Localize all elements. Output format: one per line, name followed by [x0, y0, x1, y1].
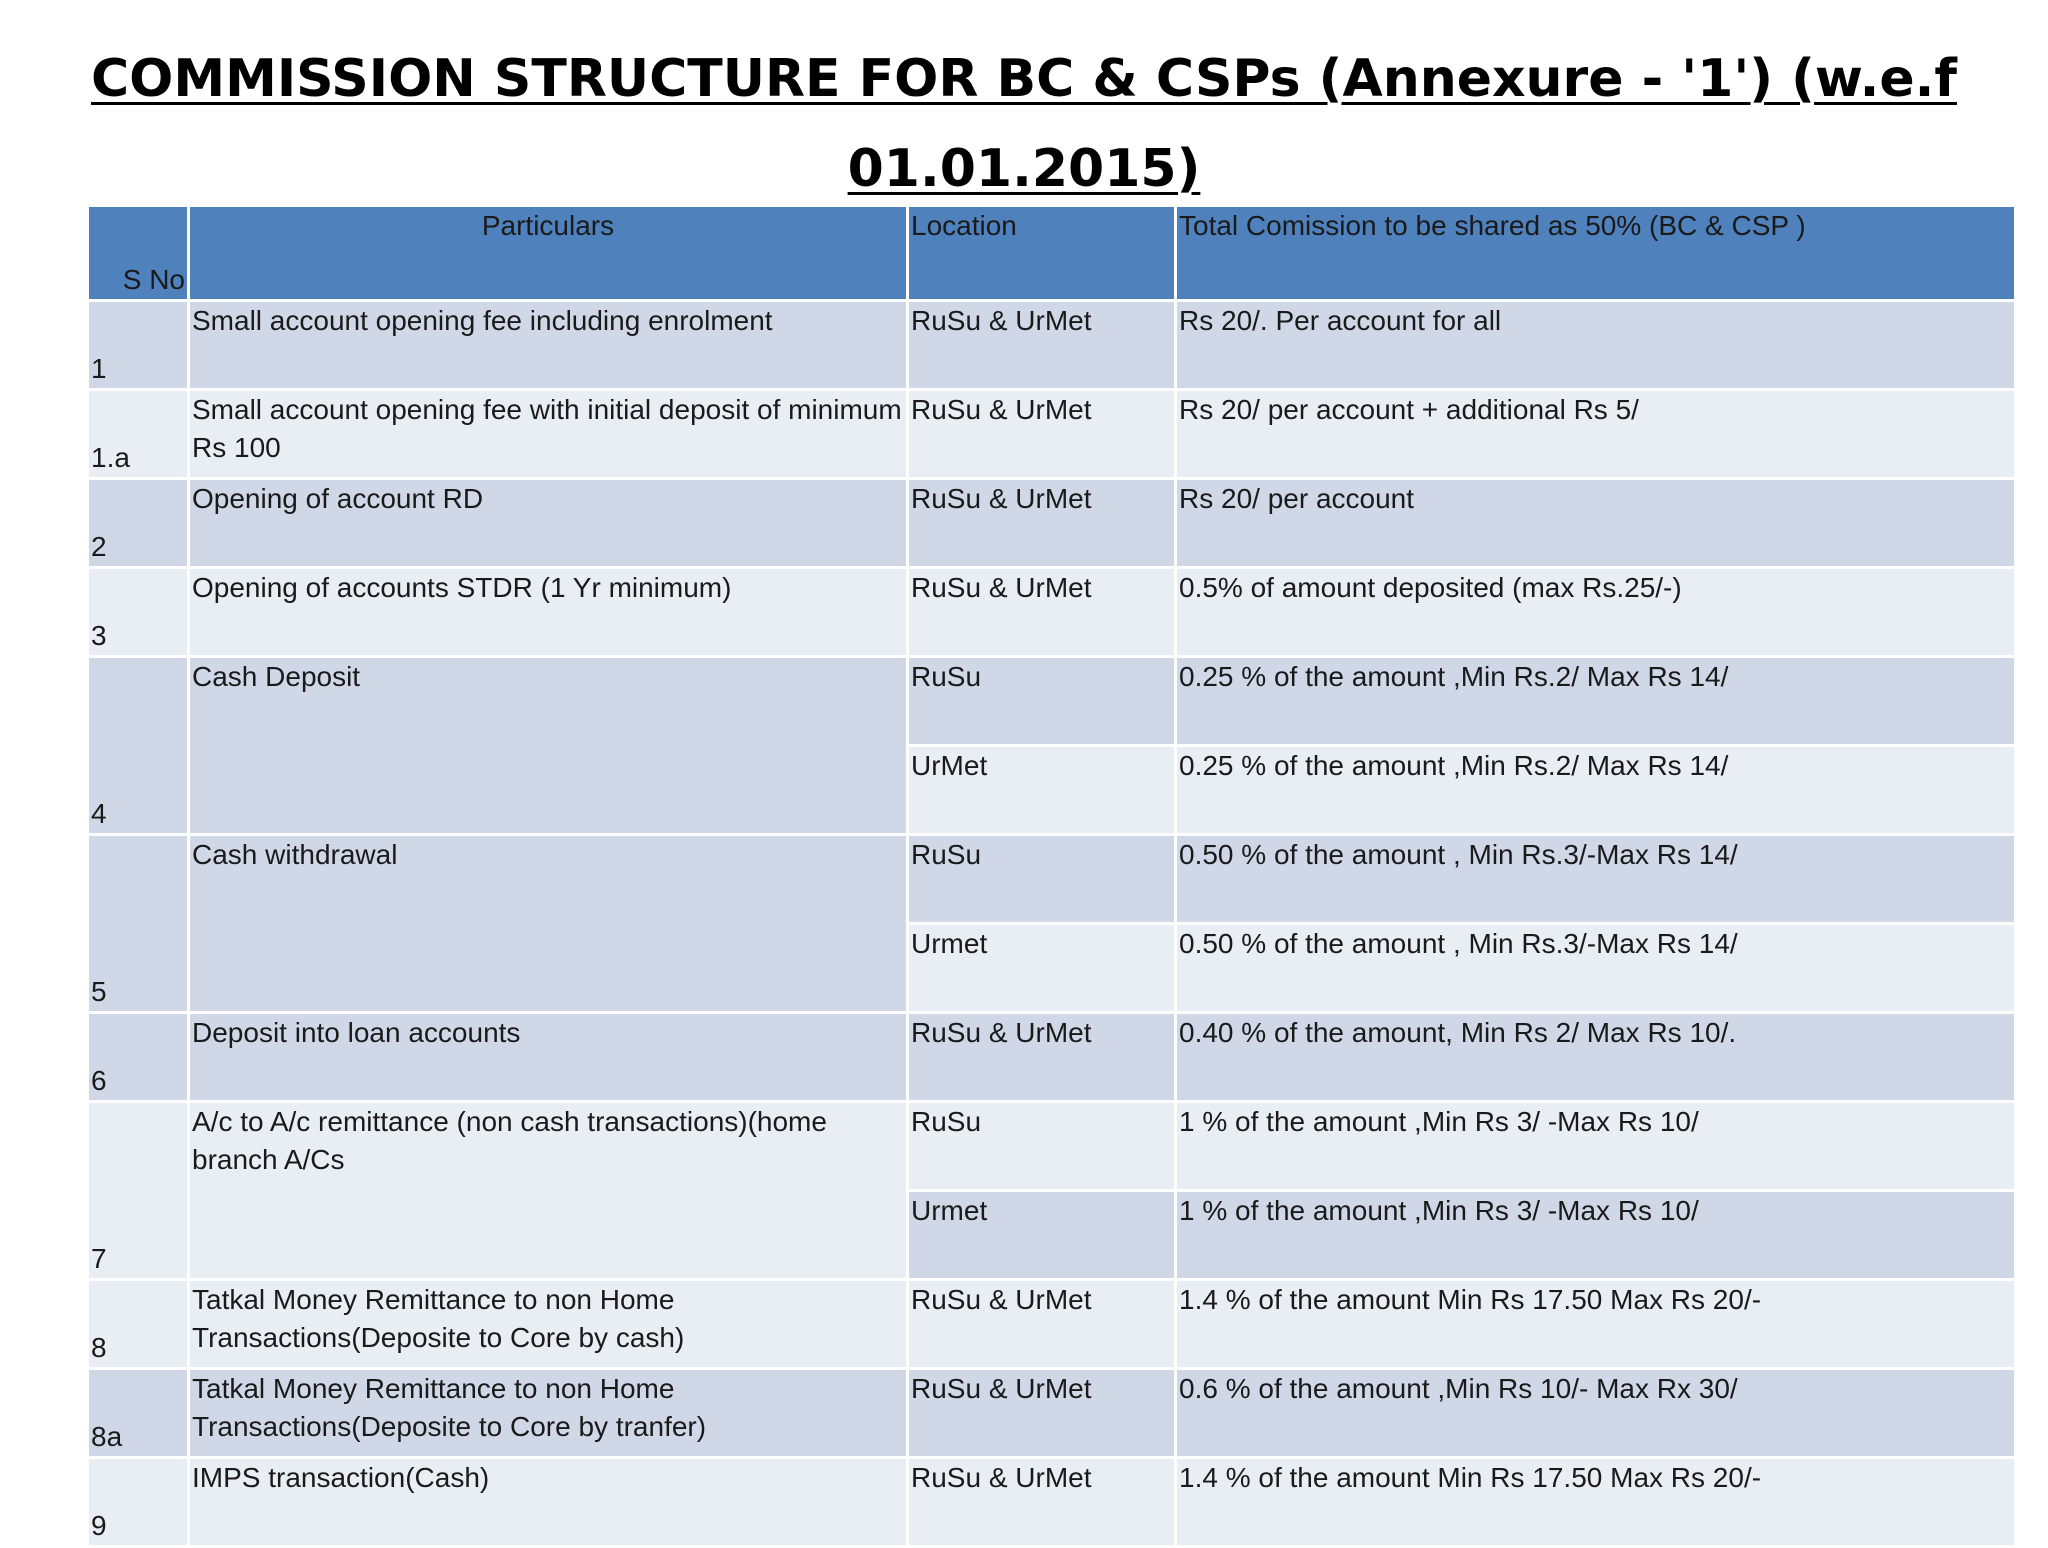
row-location: Urmet: [908, 1191, 1176, 1280]
table-row: [88, 657, 2016, 746]
row-location: RuSu & UrMet: [908, 1013, 1176, 1102]
row-particulars: Deposit into loan accounts: [189, 1013, 908, 1102]
row-particulars: Small account opening fee with initial deposit of minimum Rs 100: [189, 390, 908, 479]
row-location: RuSu & UrMet: [908, 479, 1176, 568]
header-location: Location: [908, 206, 1176, 301]
table-row: [88, 1102, 2016, 1191]
row-sno: 5: [88, 835, 189, 1013]
row-particulars: IMPS transaction(Cash): [189, 1458, 908, 1547]
table-row: [88, 1013, 2016, 1102]
table-row: [88, 835, 2016, 924]
row-location: RuSu & UrMet: [908, 390, 1176, 479]
row-sno: 8: [88, 1280, 189, 1369]
row-total: Rs 20/ per account: [1176, 479, 2016, 568]
row-total: Rs 20/ per account + additional Rs 5/: [1176, 390, 2016, 479]
row-total: 1.4 % of the amount Min Rs 17.50 Max Rs 20/-: [1176, 1280, 2016, 1369]
row-sno: 2: [88, 479, 189, 568]
table-row: [88, 1458, 2016, 1547]
row-total: 0.50 % of the amount , Min Rs.3/-Max Rs 14/: [1176, 835, 2016, 924]
row-particulars: Cash Deposit: [189, 657, 908, 835]
table-header-row: [88, 206, 2016, 301]
row-total: 1.4 % of the amount Min Rs 17.50 Max Rs 20/-: [1176, 1458, 2016, 1547]
table-row: [88, 479, 2016, 568]
row-particulars: Tatkal Money Remittance to non Home Transactions(Deposite to Core by tranfer): [189, 1369, 908, 1458]
row-location: RuSu & UrMet: [908, 1458, 1176, 1547]
commission-table: [86, 204, 2017, 1548]
row-total: 1 % of the amount ,Min Rs 3/ -Max Rs 10/: [1176, 1102, 2016, 1191]
row-total: 0.40 % of the amount, Min Rs 2/ Max Rs 10/.: [1176, 1013, 2016, 1102]
row-total: 0.6 % of the amount ,Min Rs 10/- Max Rx 30/: [1176, 1369, 2016, 1458]
row-location: Urmet: [908, 924, 1176, 1013]
row-total: 1 % of the amount ,Min Rs 3/ -Max Rs 10/: [1176, 1191, 2016, 1280]
table-row: [88, 301, 2016, 390]
row-sno: 6: [88, 1013, 189, 1102]
row-location: RuSu & UrMet: [908, 1280, 1176, 1369]
row-sno: 1.a: [88, 390, 189, 479]
row-particulars: Opening of account RD: [189, 479, 908, 568]
row-particulars: Cash withdrawal: [189, 835, 908, 1013]
row-location: RuSu & UrMet: [908, 1369, 1176, 1458]
row-location: RuSu: [908, 1102, 1176, 1191]
row-total: Rs 20/. Per account for all: [1176, 301, 2016, 390]
table-row: [88, 390, 2016, 479]
row-particulars: Small account opening fee including enrolment: [189, 301, 908, 390]
row-total: 0.25 % of the amount ,Min Rs.2/ Max Rs 14/: [1176, 746, 2016, 835]
row-particulars: Opening of accounts STDR (1 Yr minimum): [189, 568, 908, 657]
page-title: [0, 34, 2048, 214]
row-location: UrMet: [908, 746, 1176, 835]
header-total-commission: Total Comission to be shared as 50% (BC & CSP ): [1176, 206, 2016, 301]
row-sno: 8a: [88, 1369, 189, 1458]
row-sno: 7: [88, 1102, 189, 1280]
table-row: [88, 1369, 2016, 1458]
table-row: [88, 568, 2016, 657]
row-particulars: A/c to A/c remittance (non cash transactions)(home branch A/Cs: [189, 1102, 908, 1280]
title-line-1: COMMISSION STRUCTURE FOR BC & CSPs (Annexure - '1') (w.e.f: [90, 49, 1958, 109]
row-particulars: Tatkal Money Remittance to non Home Transactions(Deposite to Core by cash): [189, 1280, 908, 1369]
row-location: RuSu: [908, 835, 1176, 924]
row-total: 0.25 % of the amount ,Min Rs.2/ Max Rs 14/: [1176, 657, 2016, 746]
row-total: 0.50 % of the amount , Min Rs.3/-Max Rs 14/: [1176, 924, 2016, 1013]
table-row: [88, 1280, 2016, 1369]
row-location: RuSu & UrMet: [908, 568, 1176, 657]
row-sno: 1: [88, 301, 189, 390]
title-line-2: 01.01.2015): [847, 139, 1201, 199]
header-sno: S No: [88, 206, 189, 301]
row-location: RuSu: [908, 657, 1176, 746]
row-location: RuSu & UrMet: [908, 301, 1176, 390]
row-sno: 3: [88, 568, 189, 657]
row-sno: 4: [88, 657, 189, 835]
row-total: 0.5% of amount deposited (max Rs.25/-): [1176, 568, 2016, 657]
row-sno: 9: [88, 1458, 189, 1547]
header-particulars: Particulars: [189, 206, 908, 301]
